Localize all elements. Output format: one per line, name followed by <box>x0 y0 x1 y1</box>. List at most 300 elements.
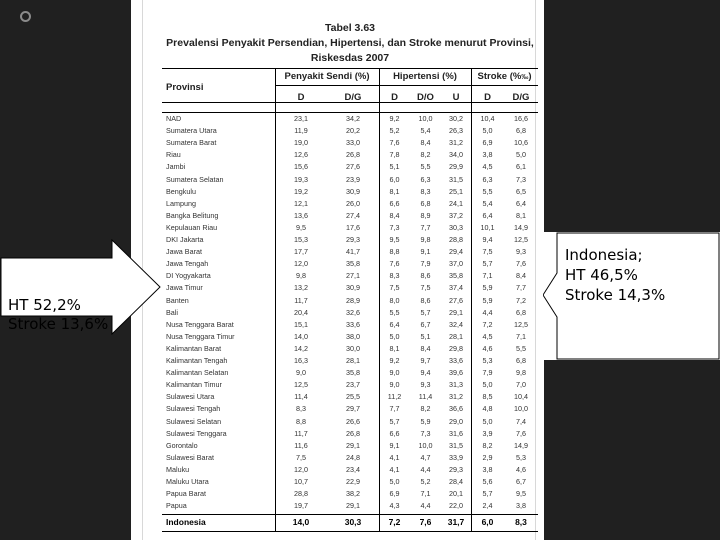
table-cell: 7,6 <box>389 138 400 148</box>
table-cell: 5,3 <box>482 356 493 365</box>
row-provinsi: Riau <box>166 150 181 160</box>
row-provinsi: Sulawesi Tenggara <box>166 428 227 438</box>
row-provinsi: Lampung <box>166 198 196 208</box>
table-row <box>162 392 538 403</box>
subheader-stroke-dg: D/G <box>512 92 530 103</box>
header-hipertensi: Hipertensi (%) <box>393 71 457 82</box>
table-cell: 19,0 <box>294 138 308 148</box>
table-cell: 41,7 <box>346 247 360 257</box>
table-cell: 4,5 <box>482 162 493 172</box>
table-row <box>162 199 538 210</box>
table-cell: 8,1 <box>389 186 400 196</box>
header-provinsi: Provinsi <box>166 82 204 93</box>
table-number: Tabel 3.63 <box>325 22 375 34</box>
table-cell: 5,5 <box>516 343 526 353</box>
total-provinsi: Indonesia <box>166 517 206 527</box>
table-cell: 9,1 <box>389 440 400 450</box>
table-cell: 20,4 <box>294 307 308 317</box>
table-cell: 4,3 <box>389 501 400 511</box>
table-row <box>162 501 538 512</box>
table-cell: 8,3 <box>389 271 400 281</box>
table-row <box>162 465 538 476</box>
table-cell: 6,6 <box>389 198 400 208</box>
row-provinsi: Maluku <box>166 464 190 474</box>
table-cell: 25,5 <box>346 392 360 402</box>
table-row <box>162 235 538 246</box>
table-cell: 35,8 <box>346 259 360 269</box>
row-provinsi: Sulawesi Selatan <box>166 416 222 426</box>
row-provinsi: Jambi <box>166 162 186 172</box>
table-cell: 12,0 <box>294 464 308 474</box>
table-cell: 14,9 <box>514 222 528 232</box>
table-cell: 12,1 <box>294 198 308 208</box>
row-provinsi: Banten <box>166 295 189 305</box>
table-cell: 10,0 <box>418 440 433 450</box>
row-provinsi: Sulawesi Barat <box>166 452 214 462</box>
table-row <box>162 247 538 258</box>
table-cell: 19,3 <box>294 174 308 184</box>
table-cell: 7,6 <box>516 428 526 438</box>
table-cell: 6,9 <box>389 489 400 499</box>
table-cell: 8,4 <box>420 343 431 353</box>
table-cell: 29,1 <box>346 501 360 511</box>
table-cell: 10,4 <box>480 114 495 123</box>
subheader-ht-u: U <box>452 92 460 103</box>
table-cell: 4,7 <box>420 452 431 462</box>
row-provinsi: Kepulauan Riau <box>166 222 218 232</box>
total-cell: 7,6 <box>419 517 432 527</box>
table-row <box>162 175 538 186</box>
table-cell: 6,0 <box>389 174 400 184</box>
table-cell: 38,0 <box>346 331 360 341</box>
table-cell: 9,0 <box>296 368 306 378</box>
table-cell: 5,5 <box>482 186 493 196</box>
table-cell: 26,0 <box>346 198 360 208</box>
table-cell: 16,3 <box>294 356 308 365</box>
table-cell: 5,2 <box>420 477 431 486</box>
table-cell: 39,6 <box>449 368 463 378</box>
table-title <box>165 21 535 66</box>
table-cell: 7,8 <box>389 150 400 160</box>
table-cell: 24,1 <box>449 198 463 208</box>
table-cell: 7,5 <box>296 452 306 462</box>
table-cell: 4,8 <box>482 404 493 414</box>
table-cell: 8,8 <box>296 416 306 426</box>
table-cell: 3,9 <box>482 428 493 438</box>
table-row <box>162 356 538 367</box>
table-cell: 36,6 <box>449 404 463 414</box>
table-cell: 8,2 <box>420 150 431 160</box>
table-cell: 10,7 <box>294 477 308 486</box>
table-cell: 10,1 <box>480 222 495 232</box>
table-cell: 10,0 <box>418 114 433 123</box>
callout-right <box>543 232 720 360</box>
row-provinsi: Bangka Belitung <box>166 210 219 220</box>
table-cell: 2,9 <box>482 452 493 462</box>
table-cell: 34,2 <box>346 114 360 123</box>
table-cell: 33,0 <box>346 138 360 148</box>
table-row <box>162 380 538 391</box>
table-cell: 7,1 <box>482 271 493 281</box>
table-cell: 5,3 <box>516 452 526 462</box>
table-cell: 2,4 <box>482 501 493 511</box>
total-cell: 8,3 <box>515 517 527 527</box>
row-provinsi: Kalimantan Timur <box>166 380 222 390</box>
table-cell: 7,6 <box>516 259 526 269</box>
table-row <box>162 114 538 125</box>
table-cell: 32,4 <box>449 319 463 329</box>
table-cell: 31,2 <box>449 138 463 148</box>
table-cell: 6,9 <box>482 138 493 148</box>
table-cell: 7,3 <box>516 174 526 184</box>
table-cell: 31,6 <box>449 428 463 438</box>
table-cell: 5,9 <box>482 283 493 293</box>
table-cell: 15,1 <box>294 319 308 329</box>
table-cell: 15,3 <box>294 235 308 244</box>
table-cell: 5,9 <box>420 416 431 426</box>
table-cell: 28,4 <box>449 477 463 486</box>
table-cell: 4,4 <box>420 501 431 511</box>
table-cell: 7,9 <box>420 259 431 269</box>
table-caption-line1: Prevalensi Penyakit Persendian, Hipertensi, dan Stroke menurut Provinsi, <box>166 37 534 49</box>
table-cell: 6,8 <box>420 198 431 208</box>
table-row <box>162 308 538 319</box>
header-stroke-close: ) <box>528 71 532 82</box>
table-cell: 37,0 <box>449 259 463 269</box>
subheader-sendi-d: D <box>297 92 305 103</box>
table-cell: 5,5 <box>389 307 400 317</box>
row-provinsi: Jawa Tengah <box>166 259 209 269</box>
table-cell: 30,9 <box>346 186 360 196</box>
row-provinsi: NAD <box>166 114 182 123</box>
row-provinsi: Nusa Tenggara Timur <box>166 331 235 341</box>
table-cell: 7,7 <box>389 404 400 414</box>
table-cell: 8,4 <box>516 271 526 281</box>
table-cell: 5,0 <box>389 331 400 341</box>
table-cell: 8,9 <box>420 210 431 220</box>
table-cell: 16,6 <box>514 114 528 123</box>
table-cell: 6,8 <box>516 307 526 317</box>
table-row <box>162 332 538 343</box>
table-cell: 28,8 <box>449 235 463 244</box>
table-cell: 7,0 <box>516 380 526 390</box>
table-cell: 5,4 <box>420 126 431 136</box>
table-cell: 12,5 <box>514 235 528 244</box>
table-cell: 37,2 <box>449 210 463 220</box>
table-row <box>162 296 538 307</box>
table-cell: 5,4 <box>482 198 493 208</box>
table-cell: 6,4 <box>389 319 400 329</box>
table-cell: 6,4 <box>516 198 526 208</box>
slide-bullet-icon <box>20 11 31 22</box>
table-cell: 31,5 <box>449 174 463 184</box>
table-cell: 11,2 <box>387 392 402 402</box>
total-cell: 31,7 <box>447 517 465 527</box>
table-cell: 29,9 <box>449 162 463 172</box>
table-cell: 10,6 <box>514 138 528 148</box>
table-cell: 8,6 <box>420 271 431 281</box>
table-row <box>162 489 538 500</box>
table-cell: 3,8 <box>482 150 493 160</box>
row-provinsi: Sumatera Selatan <box>166 174 224 184</box>
callout-right-stroke: Stroke 14,3% <box>565 286 666 304</box>
table-cell: 8,3 <box>420 186 431 196</box>
table-cell: 27,6 <box>346 162 360 172</box>
subheader-ht-d: D <box>391 92 398 103</box>
table-cell: 9,2 <box>389 356 400 365</box>
table-cell: 13,2 <box>294 283 308 293</box>
total-cell: 7,2 <box>388 517 401 527</box>
table-cell: 5,0 <box>482 126 493 136</box>
table-cell: 8,1 <box>516 210 526 220</box>
row-provinsi: Jawa Timur <box>166 283 203 293</box>
table-cell: 6,8 <box>516 356 526 365</box>
subheader-stroke-d: D <box>484 92 491 103</box>
table-cell: 28,8 <box>294 489 308 499</box>
table-row <box>162 283 538 294</box>
table-cell: 7,7 <box>420 222 431 232</box>
table-cell: 6,8 <box>516 126 526 136</box>
table-cell: 7,5 <box>420 283 431 293</box>
table-cell: 4,4 <box>482 307 493 317</box>
table-cell: 33,6 <box>449 356 463 365</box>
table-cell: 22,9 <box>346 477 360 486</box>
table-cell: 6,3 <box>482 174 493 184</box>
table-cell: 6,4 <box>482 210 493 220</box>
table-cell: 7,3 <box>389 222 400 232</box>
table-row <box>162 441 538 452</box>
table-cell: 5,0 <box>482 416 493 426</box>
table-row <box>162 211 538 222</box>
row-provinsi: Kalimantan Tengah <box>166 356 228 365</box>
table-cell: 7,1 <box>516 331 526 341</box>
row-provinsi: Nusa Tenggara Barat <box>166 319 234 329</box>
table-cell: 6,6 <box>389 428 400 438</box>
table-cell: 5,9 <box>482 295 493 305</box>
row-provinsi: Bali <box>166 307 178 317</box>
table-cell: 14,0 <box>294 331 308 341</box>
table-cell: 8,6 <box>420 295 431 305</box>
table-cell: 14,2 <box>294 343 308 353</box>
row-provinsi: Bengkulu <box>166 186 196 196</box>
row-provinsi: Maluku Utara <box>166 477 209 486</box>
table-cell: 8,1 <box>389 343 400 353</box>
table-cell: 26,8 <box>346 150 360 160</box>
total-cell: 14,0 <box>292 517 310 527</box>
table-cell: 9,5 <box>389 235 400 244</box>
table-cell: 26,6 <box>346 416 360 426</box>
table-cell: 8,4 <box>389 210 400 220</box>
table-cell: 29,8 <box>449 343 463 353</box>
table-cell: 30,9 <box>346 283 360 293</box>
table-cell: 27,1 <box>346 271 360 281</box>
callout-left-stroke: Stroke 13,6% <box>8 315 109 333</box>
table-cell: 9,4 <box>482 235 493 244</box>
table-row <box>162 368 538 379</box>
table-cell: 24,8 <box>346 452 360 462</box>
table-cell: 7,4 <box>516 416 526 426</box>
table-cell: 14,9 <box>514 440 528 450</box>
table-cell: 28,1 <box>449 331 463 341</box>
table-cell: 7,3 <box>420 428 431 438</box>
header-penyakit-sendi: Penyakit Sendi (%) <box>284 71 370 82</box>
table-cell: 13,6 <box>294 210 308 220</box>
table-cell: 23,1 <box>294 114 308 123</box>
table-cell: 9,5 <box>516 489 526 499</box>
table-cell: 7,1 <box>420 489 431 499</box>
callout-left-ht: HT 52,2% <box>8 296 81 314</box>
total-cell: 6,0 <box>481 517 494 527</box>
table-cell: 25,1 <box>449 186 463 196</box>
table-cell: 4,4 <box>420 464 431 474</box>
table-cell: 26,8 <box>346 428 360 438</box>
table-row <box>162 150 538 161</box>
table-row <box>162 259 538 270</box>
table-cell: 9,1 <box>420 247 431 257</box>
table-cell: 23,4 <box>346 464 360 474</box>
table-row <box>162 271 538 282</box>
table-row <box>162 162 538 173</box>
table-cell: 5,6 <box>482 477 493 486</box>
table-cell: 5,7 <box>420 307 431 317</box>
table-row <box>162 453 538 464</box>
table-cell: 5,5 <box>420 162 431 172</box>
table-cell: 7,5 <box>482 247 493 257</box>
table-row <box>162 429 538 440</box>
table-cell: 5,1 <box>420 331 431 341</box>
prevalence-table <box>162 68 538 532</box>
table-cell: 29,1 <box>449 307 463 317</box>
table-cell: 8,0 <box>389 295 400 305</box>
table-cell: 9,3 <box>420 380 431 390</box>
table-row <box>162 223 538 234</box>
callout-right-ht: HT 46,5% <box>565 266 638 284</box>
table-cell: 11,7 <box>294 428 308 438</box>
row-provinsi: DI Yogyakarta <box>166 271 211 281</box>
table-cell: 11,9 <box>294 126 308 136</box>
callout-left-text <box>8 296 108 334</box>
table-cell: 6,3 <box>420 174 431 184</box>
table-cell: 33,9 <box>449 452 463 462</box>
table-cell: 4,1 <box>389 452 400 462</box>
table-cell: 7,2 <box>516 295 526 305</box>
header-stroke-unit: ‰ <box>521 74 529 81</box>
table-cell: 28,1 <box>346 356 360 365</box>
table-cell: 9,3 <box>516 247 526 257</box>
table-cell: 28,9 <box>346 295 360 305</box>
table-cell: 29,4 <box>449 247 463 257</box>
table-cell: 29,7 <box>346 404 360 414</box>
table-cell: 30,0 <box>346 343 360 353</box>
subheader-sendi-dg: D/G <box>344 92 362 103</box>
table-cell: 4,1 <box>389 464 400 474</box>
table-cell: 19,2 <box>294 186 308 196</box>
table-cell: 9,8 <box>420 235 431 244</box>
table-cell: 31,2 <box>449 392 463 402</box>
total-row <box>162 516 538 528</box>
table-cell: 23,9 <box>346 174 360 184</box>
table-cell: 5,7 <box>389 416 400 426</box>
row-provinsi: Sulawesi Tengah <box>166 404 221 414</box>
row-provinsi: Papua <box>166 501 187 511</box>
table-cell: 33,6 <box>346 319 360 329</box>
table-cell: 37,4 <box>449 283 463 293</box>
table-cell: 11,6 <box>294 440 308 450</box>
table-row <box>162 404 538 415</box>
table-cell: 7,7 <box>516 283 526 293</box>
total-cell: 30,3 <box>344 517 362 527</box>
table-cell: 4,6 <box>516 464 526 474</box>
table-cell: 11,4 <box>418 392 433 402</box>
table-cell: 9,2 <box>389 114 400 123</box>
table-cell: 7,5 <box>389 283 400 293</box>
table-cell: 15,6 <box>294 162 308 172</box>
table-cell: 38,2 <box>346 489 360 499</box>
table-cell: 8,2 <box>420 404 431 414</box>
row-provinsi: Sumatera Utara <box>166 126 217 136</box>
table-cell: 12,5 <box>514 319 528 329</box>
table-cell: 17,7 <box>294 247 308 257</box>
table-cell: 19,7 <box>294 501 308 511</box>
table-cell: 17,6 <box>346 222 360 232</box>
table-row <box>162 344 538 355</box>
table-cell: 8,8 <box>389 247 400 257</box>
table-cell: 31,3 <box>449 380 463 390</box>
table-cell: 3,8 <box>516 501 526 511</box>
table-cell: 9,4 <box>420 368 431 378</box>
table-cell: 9,8 <box>296 271 306 281</box>
row-provinsi: Sulawesi Utara <box>166 392 215 402</box>
table-cell: 32,6 <box>346 307 360 317</box>
header-stroke-label: Stroke (% <box>477 71 522 82</box>
table-cell: 9,7 <box>420 356 431 365</box>
table-cell: 7,6 <box>389 259 400 269</box>
row-provinsi: Gorontalo <box>166 440 198 450</box>
table-cell: 29,3 <box>449 464 463 474</box>
table-caption-line2: Riskesdas 2007 <box>310 52 390 64</box>
table-cell: 20,1 <box>449 489 463 499</box>
row-provinsi: Kalimantan Barat <box>166 343 222 353</box>
table-cell: 12,5 <box>294 380 308 390</box>
table-cell: 22,0 <box>449 501 463 511</box>
table-cell: 3,8 <box>482 464 493 474</box>
table-cell: 8,4 <box>420 138 431 148</box>
table-cell: 5,7 <box>482 259 493 269</box>
table-row <box>162 417 538 428</box>
table-cell: 9,0 <box>389 368 400 378</box>
table-cell: 9,0 <box>389 380 400 390</box>
table-cell: 5,2 <box>389 126 400 136</box>
table-cell: 31,5 <box>449 440 463 450</box>
table-cell: 9,8 <box>516 368 526 378</box>
table-cell: 8,2 <box>482 440 493 450</box>
table-cell: 6,1 <box>516 162 526 172</box>
table-cell: 11,7 <box>294 295 308 305</box>
subheader-ht-do: D/O <box>417 92 434 103</box>
table-cell: 9,5 <box>296 222 306 232</box>
table-cell: 12,6 <box>294 150 308 160</box>
table-cell: 5,7 <box>482 489 493 499</box>
table-row <box>162 320 538 331</box>
table-cell: 26,3 <box>449 126 463 136</box>
table-cell: 20,2 <box>346 126 360 136</box>
table-cell: 27,4 <box>346 210 360 220</box>
table-cell: 34,0 <box>449 150 463 160</box>
table-cell: 5,0 <box>482 380 493 390</box>
table-cell: 12,0 <box>294 259 308 269</box>
table-cell: 6,7 <box>516 477 526 486</box>
table-cell: 5,0 <box>389 477 400 486</box>
